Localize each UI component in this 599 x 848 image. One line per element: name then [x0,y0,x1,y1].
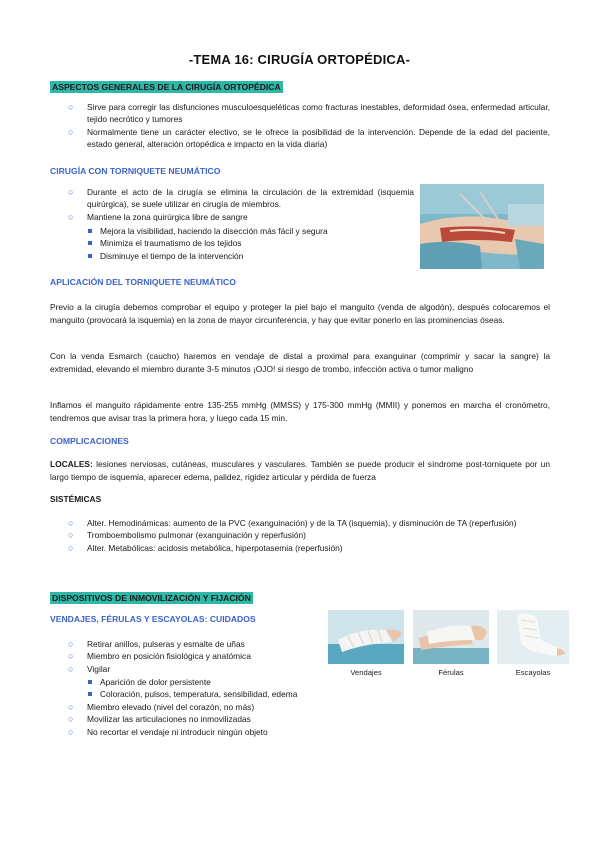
list-item: ○ Mantiene la zona quirúrgica libre de sangre [68,211,248,222]
list-item: Mejora la visibilidad, haciendo la disección más fácil y segura [50,225,414,237]
paragraph-aplicacion-1: Previo a la cirugía debemos comprobar el equipo y proteger la piel bajo el manguito (venda de algodón), después colocaremos el manguito (provocará la isquemia) en la zona de mayor circunferencia, y hay que evitar ponerlo en las prominencias óseas. [50,302,550,325]
list-item: ○ Alter. Metabólicas: acidosis metabólica, hiperpotasemia (reperfusión) [68,542,343,553]
list-item: ○ Alter. Hemodinámicas: aumento de la PVC (exanguinación) y de la TA (isquemia), y disminución de TA (reperfusión) [68,518,517,528]
bullet-circle-icon: ○ [68,663,74,674]
list-item: ○ Vigilar [68,663,111,674]
caption-ferulas: Férulas [438,668,464,677]
bullet-circle-icon: ○ [68,211,74,222]
torniquete-sublist [50,225,414,262]
list-item: Minimiza el traumatismo de los tejidos [50,237,414,249]
bullet-circle-icon: ○ [68,518,74,528]
bullet-square-icon [88,229,92,233]
section-heading-aspectos: ASPECTOS GENERALES DE LA CIRUGÍA ORTOPÉDICA [52,82,281,92]
bullet-circle-icon: ○ [68,726,74,737]
list-item: ○ Durante el acto de la cirugía se elimina la circulación de la extremidad (isquemia quirúrgica), se suele utilizar en cirugía de miembros. [68,187,414,210]
sistemicas-list [50,517,550,554]
paragraph-aplicacion-2: Con la venda Esmarch (caucho) haremos en vendaje de distal a proximal para exanguinar (comprimir y sacar la sangre) la extremidad, elevando el miembro durante 3-5 minutos ¡OJO! si riesgo de trombo, infección activa o tumor maligno [50,351,550,374]
list-item: ○ Movilizar las articulaciones no inmovilizadas [68,714,251,725]
cuidados-list-a [50,638,340,675]
bullet-circle-icon: ○ [68,102,74,112]
cuidados-list-b [50,701,370,738]
escayola-photo [497,610,569,664]
bullet-square-icon [88,254,92,258]
bullet-circle-icon: ○ [68,702,74,712]
caption-escayolas: Escayolas [515,668,551,677]
bullet-circle-icon: ○ [68,639,74,649]
bullet-circle-icon: ○ [68,651,74,662]
page-title: -TEMA 16: CIRUGÍA ORTOPÉDICA- [188,52,411,67]
paragraph-aplicacion-3: Inflamos el manguito rápidamente entre 135-255 mmHg (MMSS) y 175-300 mmHg (MMII) y ponemos en marcha el cronómetro, tendremos que avisar tras la primera hora, y luego cada 15 min. [50,400,550,423]
locales-label: LOCALES: [50,459,93,469]
list-item: ○ Sirve para corregir las disfunciones musculoesqueléticas como fracturas inestables, deformidad ósea, enfermedad articular, tejido necrótico y tumores [68,102,550,125]
vendaje-photo [328,610,404,664]
aspectos-list [50,101,550,151]
list-item: ○ Miembro en posición fisiológica y anatómica [68,651,251,662]
ferula-photo [413,610,489,664]
sistemicas-label: SISTÉMICAS [50,494,102,504]
bullet-circle-icon: ○ [68,542,74,553]
section-heading-torniquete: CIRUGÍA CON TORNIQUETE NEUMÁTICO [50,166,221,176]
list-item: ○ Normalmente tiene un carácter electivo, se le ofrece la posibilidad de la intervención. Depende de la edad del paciente, estado general, alteración ortopédica e impacto en la vida diaria) [68,126,550,150]
list-item: Aparición de dolor persistente [50,676,370,688]
caption-vendajes: Vendajes [350,668,382,677]
section-heading-complicaciones: COMPLICACIONES [50,436,129,446]
bullet-square-icon [88,692,92,696]
list-item: ○ No recortar el vendaje ni introducir ningún objeto [68,726,268,737]
bullet-square-icon [88,241,92,245]
section-heading-cuidados: VENDAJES, FÉRULAS Y ESCAYOLAS: CUIDADOS [50,614,256,624]
vigilar-sublist [50,676,370,701]
bullet-circle-icon: ○ [68,714,74,725]
torniquete-list [50,186,414,223]
list-item: ○ Miembro elevado (nivel del corazón, no más) [68,702,255,712]
section-heading-aplicacion: APLICACIÓN DEL TORNIQUETE NEUMÁTICO [50,277,236,287]
surgery-photo [420,184,544,269]
paragraph-locales: LOCALES: lesiones nerviosas, cutáneas, musculares y vasculares. También se puede producir el síndrome post-torniquete por un largo tiempo de isquemia, aparecer edema, palidez, rigidez articular y pérdida de fuerza [50,459,550,482]
list-item: ○ Tromboembolismo pulmonar (exanguinación y reperfusión) [68,530,306,541]
bullet-circle-icon: ○ [68,187,74,197]
bullet-circle-icon: ○ [68,126,74,137]
bullet-square-icon [88,680,92,684]
list-item: Coloración, pulsos, temperatura, sensibilidad, edema [50,688,370,700]
list-item: ○ Retirar anillos, pulseras y esmalte de uñas [68,639,245,649]
bullet-circle-icon: ○ [68,530,74,541]
section-heading-dispositivos: DISPOSITIVOS DE INMOVILIZACIÓN Y FIJACIÓN [52,593,251,603]
list-item: Disminuye el tiempo de la intervención [50,250,414,262]
